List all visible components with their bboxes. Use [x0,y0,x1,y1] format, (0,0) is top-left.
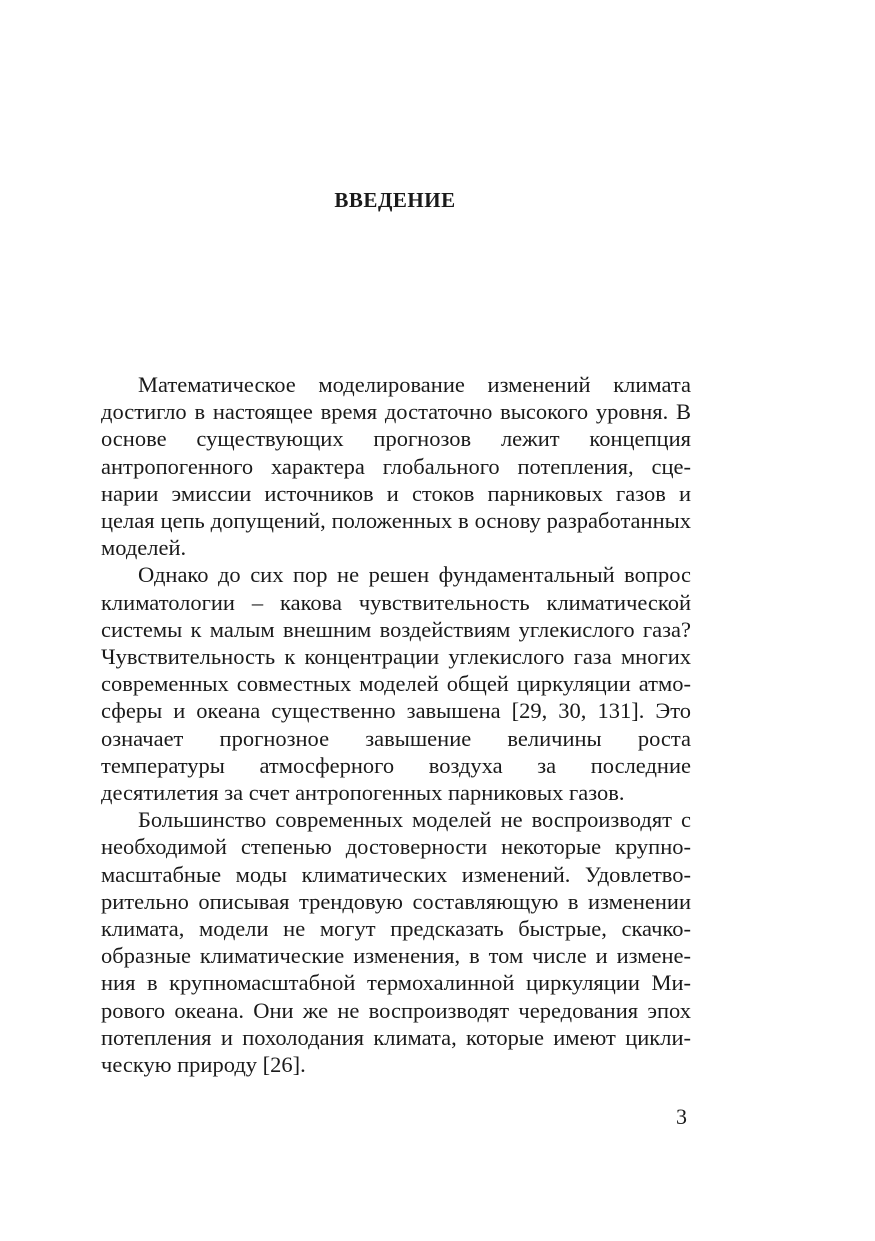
paragraph: Математическое моделирование изменений климата достигло в настоящее время достаточно высокого уровня. В основе существующих прогнозов лежит концепция антропогенного характера глобального потепления, сценарии эмиссии источников и стоков парниковых газов и целая цепь допущений, положенных в основу разработанных моделей. [101,372,691,561]
body-text [101,371,691,1078]
paragraph: Однако до сих пор не решен фундаментальный вопрос климатологии – какова чувствительность климатической системы к малым внешним воздействиям углекислого газа? Чувствительность к концентрации углекислого газа многих современных совместных моделей общей циркуляции атмосферы и океана существенно завышена [29, 30, 131]. Это означает прогнозное завышение величины роста температуры атмосферного воздуха за последние десятилетия за счет антропогенных парниковых газов. [101,562,691,806]
page-title: ВВЕДЕНИЕ [334,188,456,212]
page-number: 3 [676,1104,687,1129]
paragraph: Большинство современных моделей не воспроизводят с необходимой степенью достоверности некоторые крупномасштабные моды климатических изменений. Удовлетворительно описывая трендовую составляющую в изменении климата, модели не могут предсказать быстрые, скачкообразные климатические изменения, в том числе и изменения в крупномасштабной термохалинной циркуляции Мирового океана. Они же не воспроизводят чередования эпох потепления и похолодания климата, которые имеют циклическую природу [26]. [101,807,691,1078]
